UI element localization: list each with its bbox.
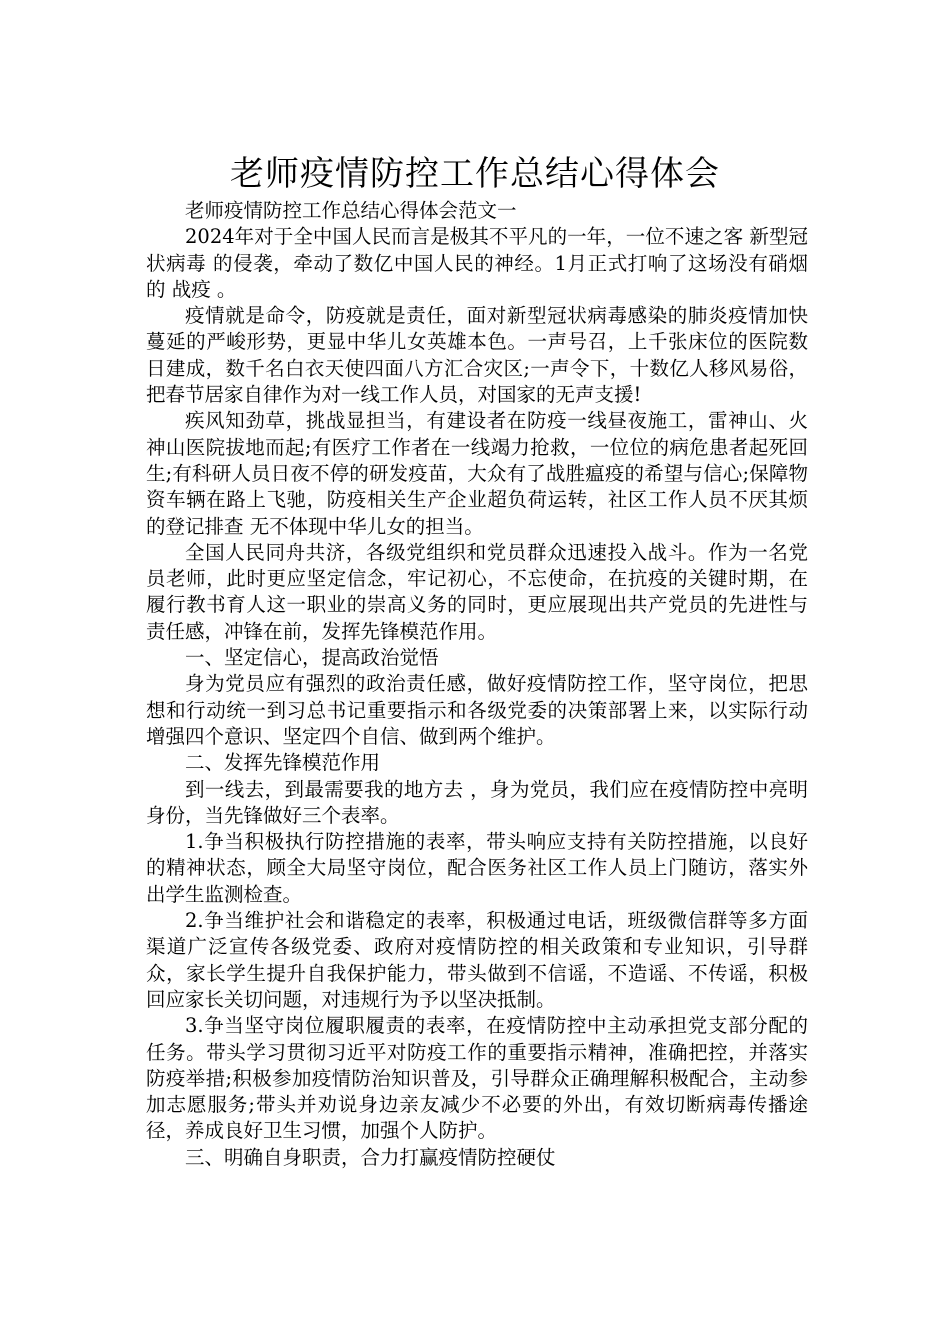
body-paragraph: 疫情就是命令，防疫就是责任，面对新型冠状病毒感染的肺炎疫情加快蔓延的严峻形势，更显中华儿女英雄本色。一声号召，上千张床位的医院数日建成，数千名白衣天使四面八方汇合灾区;一声令下，十数亿人移风易俗，把春节居家自律作为对一线工作人员，对国家的无声支援! bbox=[146, 304, 808, 407]
list-item: 2.争当维护社会和谐稳定的表率，积极通过电话，班级微信群等多方面渠道广泛宣传各级党委、政府对疫情防控的相关政策和专业知识，引导群众，家长学生提升自我保护能力，带头做到不信谣，不造谣、不传谣，积极回应家长关切问题，对违规行为予以坚决抵制。 bbox=[146, 909, 808, 1011]
section-heading: 三、明确自身职责，合力打赢疫情防控硬仗 bbox=[185, 1145, 556, 1169]
body-paragraph: 2024年对于全中国人民而言是极其不平凡的一年，一位不速之客 新型冠状病毒 的侵袭，牵动了数亿中国人民的神经。1月正式打响了这场没有硝烟的 战疫 。 bbox=[146, 225, 808, 301]
list-item: 1.争当积极执行防控措施的表率，带头响应支持有关防控措施，以良好的精神状态，顾全大局坚守岗位，配合医务社区工作人员上门随访，落实外出学生监测检查。 bbox=[146, 830, 808, 906]
body-paragraph: 全国人民同舟共济，各级党组织和党员群众迅速投入战斗。作为一名党员老师，此时更应坚定信念，牢记初心，不忘使命，在抗疫的关键时期，在履行教书育人这一职业的崇高义务的同时，更应展现出共产党员的先进性与责任感，冲锋在前，发挥先锋模范作用。 bbox=[146, 540, 808, 643]
list-item: 3.争当坚守岗位履职履责的表率，在疫情防控中主动承担党支部分配的任务。带头学习贯彻习近平对防疫工作的重要指示精神，准确把控，并落实防疫举措;积极参加疫情防治知识普及，引导群众正确理解积极配合，主动参加志愿服务;带头并劝说身边亲友减少不必要的外出，有效切断病毒传播途径，养成良好卫生习惯，加强个人防护。 bbox=[146, 1014, 808, 1143]
subtitle-paragraph: 老师疫情防控工作总结心得体会范文一 bbox=[185, 199, 517, 222]
body-paragraph: 疾风知劲草，挑战显担当，有建设者在防疫一线昼夜施工，雷神山、火神山医院拔地而起;有医疗工作者在一线竭力抢救，一位位的病危患者起死回生;有科研人员日夜不停的研发疫苗，大众有了战胜瘟疫的希望与信心;保障物资车辆在路上飞驰，防疫相关生产企业超负荷运转，社区工作人员不厌其烦的登记排查 无不体现中华儿女的担当。 bbox=[146, 409, 808, 538]
section-heading: 二、发挥先锋模范作用 bbox=[185, 751, 381, 775]
document-title: 老师疫情防控工作总结心得体会 bbox=[230, 153, 720, 194]
body-paragraph: 到一线去，到最需要我的地方去 ，身为党员，我们应在疫情防控中亮明身份，当先锋做好三个表率。 bbox=[146, 777, 808, 827]
document-body bbox=[146, 198, 808, 1171]
section-heading: 一、坚定信心，提高政治觉悟 bbox=[185, 646, 439, 670]
body-paragraph: 身为党员应有强烈的政治责任感，做好疫情防控工作，坚守岗位，把思想和行动统一到习总书记重要指示和各级党委的决策部署上来，以实际行动增强四个意识、坚定四个自信、做到两个维护。 bbox=[146, 672, 808, 748]
